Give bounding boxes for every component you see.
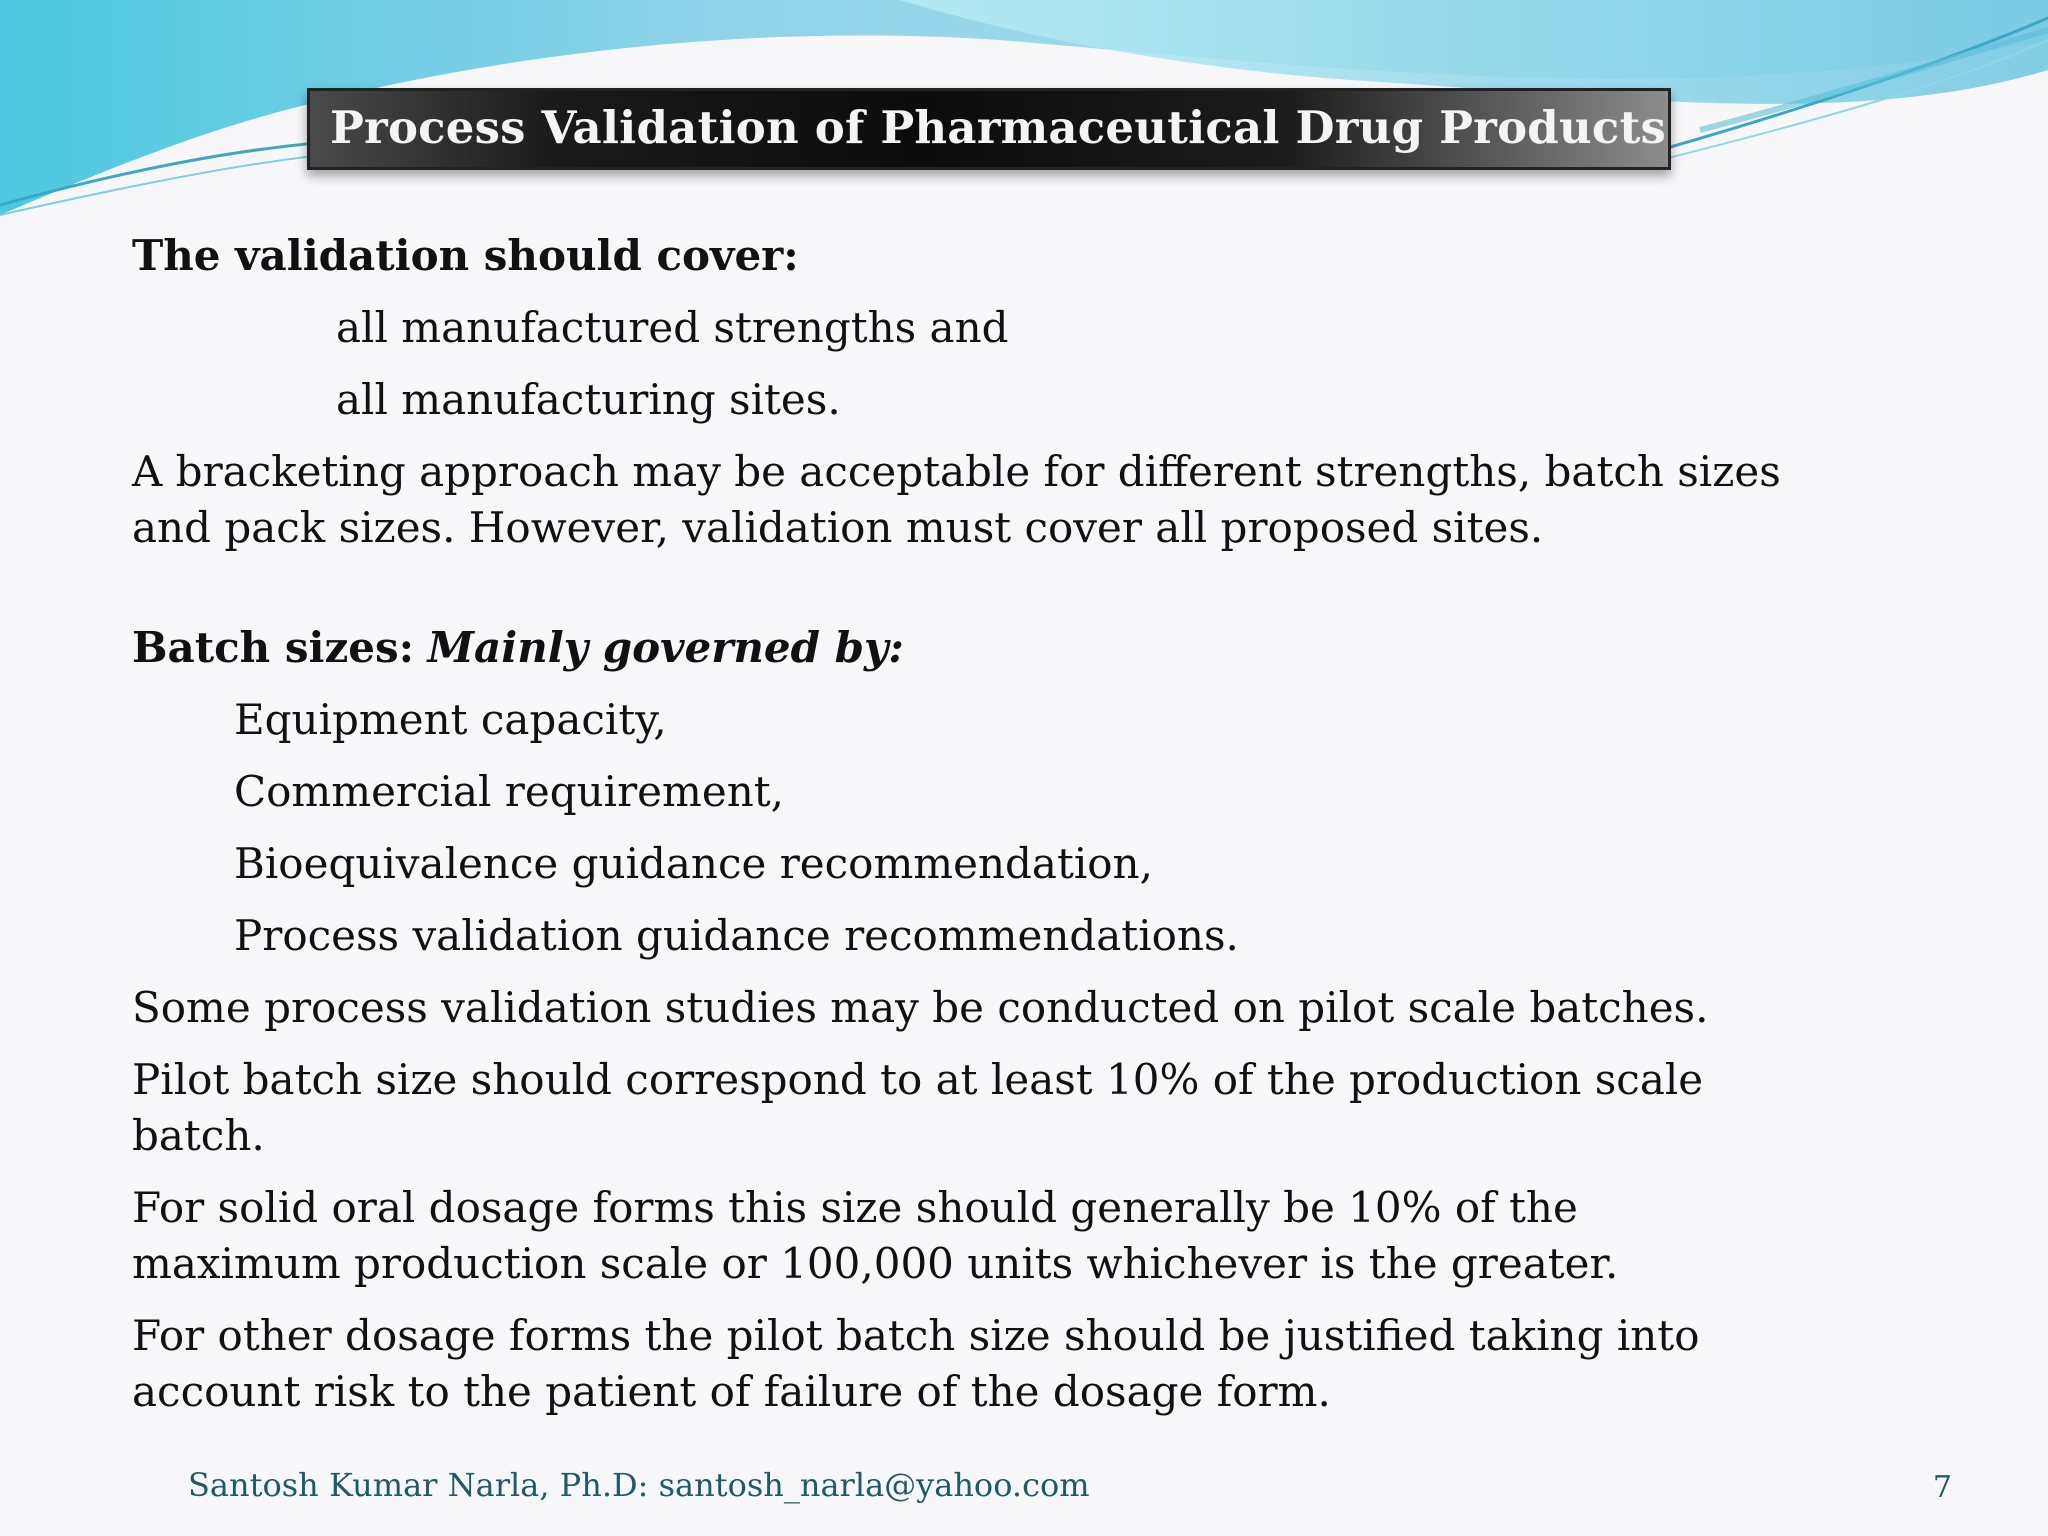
other-dosage-paragraph: For other dosage forms the pilot batch size should be justified taking into account risk to the patient of failure of the dosage form.: [132, 1311, 1700, 1416]
slide-title: Process Validation of Pharmaceutical Drug Products: [330, 101, 1666, 154]
validation-heading: The validation should cover:: [132, 231, 799, 280]
batch-item-equipment: Equipment capacity,: [234, 695, 667, 744]
batch-sizes-heading: [132, 620, 1912, 676]
footer-author: Santosh Kumar Narla, Ph.D: santosh_narla@yahoo.com: [188, 1466, 1090, 1504]
pilot-batch-size-paragraph: Pilot batch size should correspond to at least 10% of the production scale batch.: [132, 1055, 1704, 1160]
pilot-scale-paragraph: Some process validation studies may be conducted on pilot scale batches.: [132, 983, 1709, 1032]
bracketing-paragraph: A bracketing approach may be acceptable for different strengths, batch sizes and pack sizes. However, validation must cover all proposed sites.: [132, 447, 1781, 552]
slide-content: [132, 228, 1912, 1420]
title-bar: [307, 88, 1671, 170]
validation-item-strengths: all manufactured strengths and: [336, 303, 1009, 352]
solid-oral-paragraph: For solid oral dosage forms this size should generally be 10% of the maximum production scale or 100,000 units whichever is the greater.: [132, 1183, 1619, 1288]
page-number: 7: [1932, 1470, 1952, 1505]
batch-sizes-label: Batch sizes:: [132, 623, 415, 672]
batch-item-process-validation: Process validation guidance recommendations.: [234, 911, 1239, 960]
batch-item-bioequivalence: Bioequivalence guidance recommendation,: [234, 839, 1153, 888]
validation-item-sites: all manufacturing sites.: [336, 375, 841, 424]
governed-by-label: Mainly governed by:: [427, 623, 904, 672]
batch-item-commercial: Commercial requirement,: [234, 767, 784, 816]
